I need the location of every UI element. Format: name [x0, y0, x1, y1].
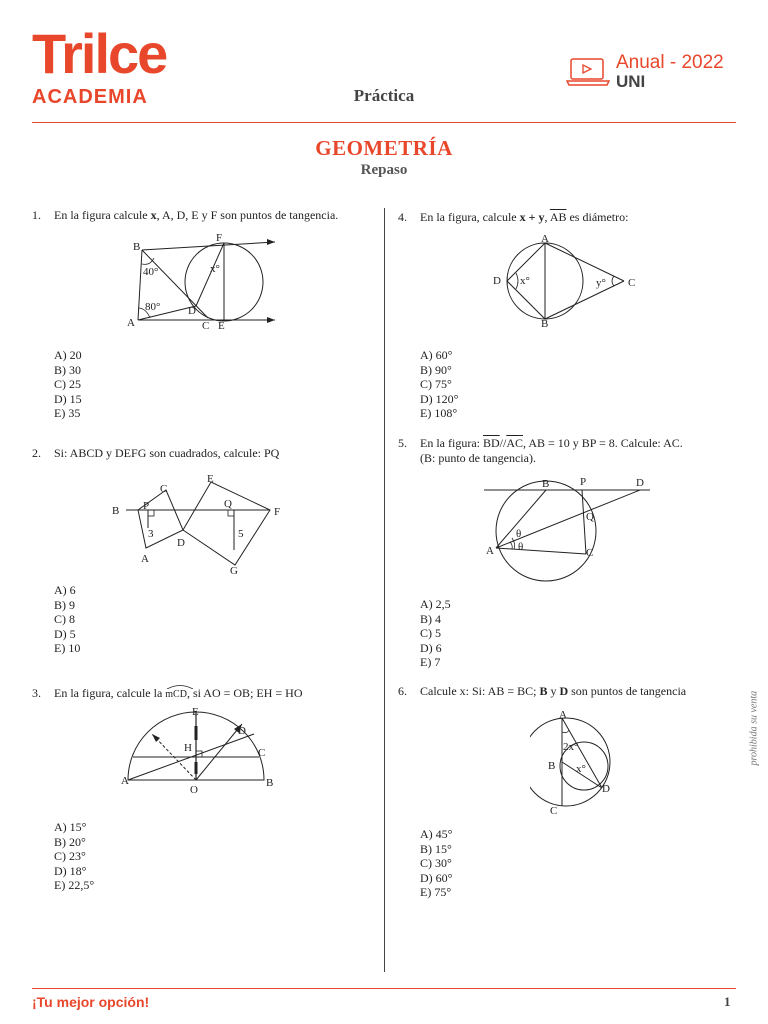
footer-slogan: ¡Tu mejor opción!	[32, 994, 150, 1010]
label-E: E	[192, 706, 199, 718]
angle-x: x°	[210, 263, 220, 275]
angle-2x: 2x°	[563, 741, 579, 753]
label-B: B	[542, 478, 550, 490]
angle-x: x°	[576, 763, 586, 775]
label-P: P	[580, 476, 587, 488]
angle-80: 80°	[145, 301, 161, 313]
option-b[interactable]: B) 20°	[54, 834, 86, 849]
option-d[interactable]: D) 60°	[420, 870, 453, 885]
question-text: En la figura, calcule x + y, $\overline{AB}$ es diámetro:	[420, 210, 629, 224]
option-d[interactable]: D) 15	[54, 391, 82, 406]
question-number: 1.	[32, 208, 41, 222]
logo-subtitle: ACADEMIA	[32, 86, 148, 108]
question-number: 4.	[398, 210, 407, 224]
subject-title: GEOMETRÍA	[315, 136, 453, 160]
label-A: A	[559, 709, 567, 721]
label-Q: Q	[586, 511, 594, 523]
question-number: 5.	[398, 436, 407, 450]
question-1	[32, 208, 372, 228]
angle-x: x°	[520, 275, 530, 287]
label-A: A	[121, 775, 129, 787]
option-a[interactable]: A) 15°	[54, 820, 87, 834]
label-B: B	[266, 777, 274, 789]
question-number: 3.	[32, 686, 41, 700]
label-D: D	[493, 275, 501, 287]
option-c[interactable]: C) 5	[420, 626, 441, 640]
option-a[interactable]: A) 60°	[420, 348, 453, 362]
label-G: G	[230, 565, 238, 576]
question-2	[32, 446, 372, 466]
angle-40: 40°	[143, 266, 159, 278]
option-c[interactable]: C) 25	[54, 377, 81, 391]
label-P: P	[143, 500, 150, 512]
question-5	[398, 436, 738, 468]
label-C: C	[202, 320, 210, 332]
angle-theta-2: θ	[518, 541, 524, 553]
footer-divider	[32, 988, 736, 989]
question-number: 6.	[398, 684, 407, 698]
option-b[interactable]: B) 9	[54, 597, 75, 612]
option-a[interactable]: A) 6	[54, 583, 76, 597]
label-C: C	[628, 277, 636, 289]
label-D: D	[636, 477, 644, 489]
options-q3	[54, 820, 94, 893]
question-number: 2.	[32, 446, 41, 460]
angle-theta-1: θ	[516, 528, 522, 540]
option-e[interactable]: E) 22,5°	[54, 878, 95, 892]
label-A: A	[141, 553, 149, 565]
question-text: En la figura: $\overline{BD}//\overline{AC}$, AB = 10 y BP = 8. Calcule: AC. (B: punto de tangencia).	[420, 436, 683, 465]
option-d[interactable]: D) 5	[54, 626, 76, 641]
option-c[interactable]: C) 23°	[54, 849, 86, 863]
figure-q6	[530, 706, 630, 816]
figure-q5	[480, 474, 660, 586]
question-text: En la figura, calcule la mCD, si AO = OB; EH = HO	[54, 686, 303, 700]
section-label: Práctica	[353, 86, 415, 105]
label-C: C	[550, 805, 558, 816]
option-a[interactable]: A) 20	[54, 348, 82, 362]
angle-y: y°	[596, 277, 606, 289]
label-C: C	[258, 747, 266, 759]
option-b[interactable]: B) 4	[420, 611, 441, 626]
label-B: B	[112, 505, 120, 517]
option-b[interactable]: B) 30	[54, 362, 81, 377]
question-6	[398, 684, 738, 704]
label-H: H	[184, 742, 192, 754]
label-Q: Q	[224, 498, 232, 510]
length-5: 5	[238, 528, 244, 540]
label-C: C	[586, 547, 594, 559]
column-divider	[384, 208, 385, 972]
options-q5	[420, 597, 451, 670]
label-D: D	[238, 725, 246, 737]
course-university: UNI	[616, 72, 646, 91]
figure-q4	[488, 232, 648, 332]
option-b[interactable]: B) 15°	[420, 841, 452, 856]
label-A: A	[541, 233, 549, 245]
label-C: C	[160, 483, 168, 495]
page-number: 1	[724, 994, 731, 1009]
option-d[interactable]: D) 120°	[420, 391, 459, 406]
options-q1	[54, 348, 82, 421]
label-O: O	[190, 784, 198, 796]
option-e[interactable]: E) 10	[54, 641, 81, 655]
option-d[interactable]: D) 18°	[54, 863, 87, 878]
label-A: A	[486, 545, 494, 557]
option-e[interactable]: E) 75°	[420, 885, 452, 899]
label-E: E	[207, 473, 214, 485]
label-B: B	[541, 318, 549, 330]
question-3	[32, 686, 372, 706]
label-D: D	[188, 305, 196, 317]
label-B: B	[548, 760, 556, 772]
course-year: Anual - 2022	[616, 52, 724, 73]
label-B: B	[133, 241, 141, 253]
figure-q2	[108, 470, 288, 576]
side-note-text: prohibida su venta	[748, 690, 760, 766]
topic-title: Repaso	[360, 162, 408, 178]
header-divider	[32, 122, 736, 123]
option-b[interactable]: B) 90°	[420, 362, 452, 377]
label-D: D	[177, 537, 185, 549]
laptop-icon	[566, 56, 610, 90]
figure-q3	[116, 704, 286, 800]
label-A: A	[127, 317, 135, 329]
question-text: Calcule x: Si: AB = BC; B y D son puntos de tangencia	[420, 684, 687, 698]
option-c[interactable]: C) 75°	[420, 377, 452, 391]
options-q4	[420, 348, 458, 421]
figure-q1	[120, 232, 290, 336]
option-a[interactable]: A) 45°	[420, 827, 453, 841]
logo-wordmark: Trilce	[32, 22, 167, 85]
option-e[interactable]: E) 108°	[420, 406, 458, 420]
question-text: En la figura calcule x, A, D, E y F son puntos de tangencia.	[54, 208, 339, 222]
label-F: F	[216, 232, 223, 244]
option-e[interactable]: E) 35	[54, 406, 81, 420]
label-D: D	[602, 783, 610, 795]
options-q6	[420, 827, 452, 900]
side-note	[744, 670, 758, 770]
option-c[interactable]: C) 30°	[420, 856, 452, 870]
option-c[interactable]: C) 8	[54, 612, 75, 626]
options-q2	[54, 583, 80, 656]
question-text: Si: ABCD y DEFG son cuadrados, calcule: PQ	[54, 446, 280, 460]
option-d[interactable]: D) 6	[420, 640, 442, 655]
length-3: 3	[148, 528, 154, 540]
question-4	[398, 210, 738, 230]
option-e[interactable]: E) 7	[420, 655, 441, 669]
label-E: E	[218, 320, 225, 332]
option-a[interactable]: A) 2,5	[420, 597, 451, 611]
label-F: F	[274, 506, 281, 518]
